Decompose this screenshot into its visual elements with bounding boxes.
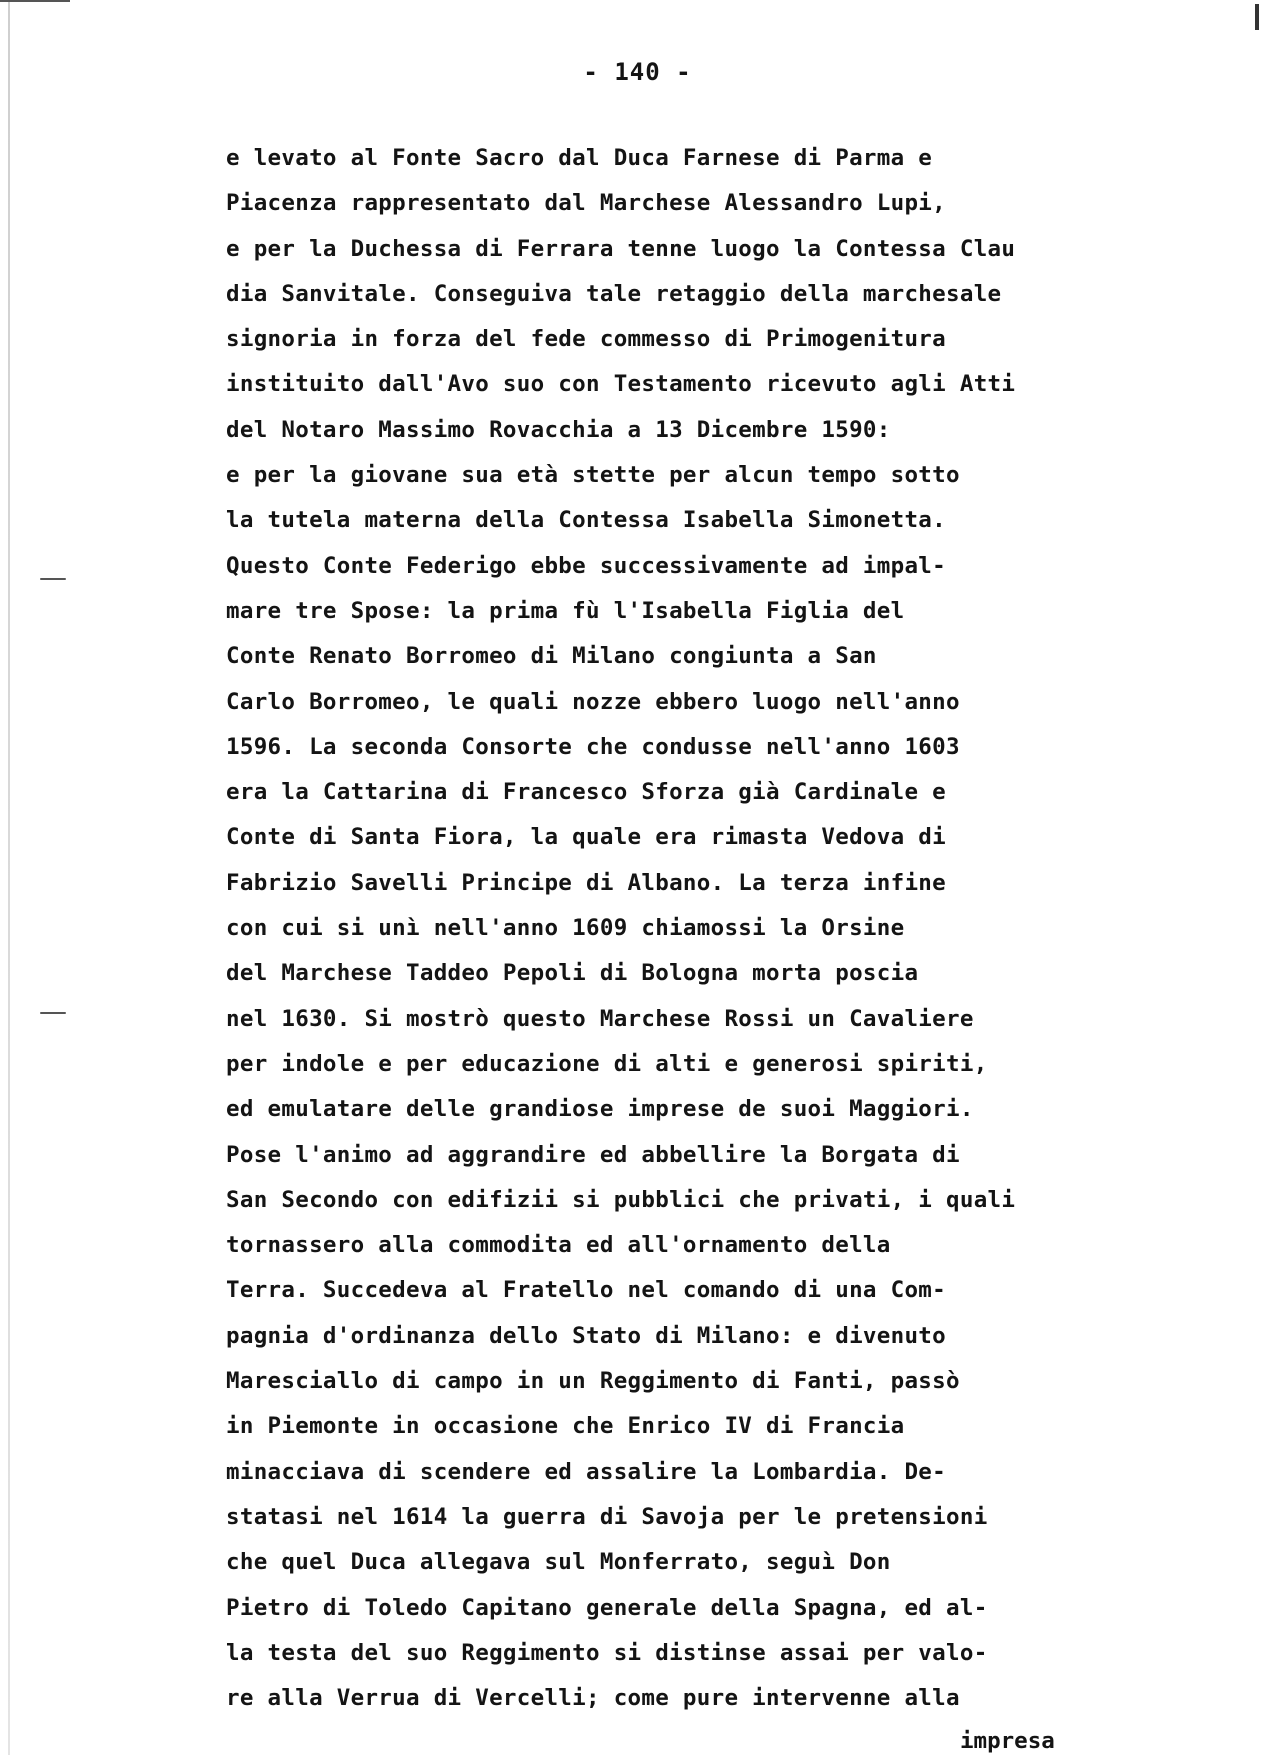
scan-edge-line <box>8 0 10 1755</box>
catchword: impresa <box>960 1728 1055 1754</box>
text-line: che quel Duca allegava sul Monferrato, seguì Don <box>226 1549 891 1576</box>
text-line: e levato al Fonte Sacro dal Duca Farnese di Parma e <box>226 145 933 171</box>
text-line: re alla Verrua di Vercelli; come pure intervenne alla <box>226 1685 960 1712</box>
text-line: per indole e per educazione di alti e generosi spiriti, <box>226 1050 988 1077</box>
text-line: Fabrizio Savelli Principe di Albano. La terza infine <box>226 869 946 896</box>
text-line: e per la giovane sua età stette per alcun tempo sotto <box>226 462 960 489</box>
text-line: in Piemonte in occasione che Enrico IV di Francia <box>226 1413 905 1440</box>
margin-tick <box>40 1012 66 1014</box>
page-number: - 140 - <box>583 58 692 86</box>
scan-top-mark <box>0 0 70 2</box>
text-line: Conte di Santa Fiora, la quale era rimasta Vedova di <box>226 824 946 851</box>
text-line: era la Cattarina di Francesco Sforza già Cardinale e <box>226 779 946 806</box>
text-line: Carlo Borromeo, le quali nozze ebbero luogo nell'anno <box>226 688 960 715</box>
text-line: Piacenza rappresentato dal Marchese Alessandro Lupi, <box>226 190 946 217</box>
text-line: Pietro di Toledo Capitano generale della Spagna, ed al- <box>226 1594 988 1621</box>
text-line: del Notaro Massimo Rovacchia a 13 Dicembre 1590: <box>226 416 891 443</box>
text-line: con cui si unì nell'anno 1609 chiamossi la Orsine <box>226 915 905 942</box>
text-body <box>226 136 1126 1721</box>
text-line: San Secondo con edifizii si pubblici che privati, i quali <box>226 1186 1016 1213</box>
text-line: dia Sanvitale. Conseguiva tale retaggio della marchesale <box>226 280 1002 307</box>
text-line: minacciava di scendere ed assalire la Lombardia. De- <box>226 1458 946 1485</box>
text-line: la testa del suo Reggimento si distinse assai per valo- <box>226 1639 988 1666</box>
text-line: tornassero alla commodita ed all'ornamento della <box>226 1232 891 1259</box>
text-line: del Marchese Taddeo Pepoli di Bologna morta poscia <box>226 960 919 987</box>
text-line: pagnia d'ordinanza dello Stato di Milano: e divenuto <box>226 1322 946 1349</box>
margin-tick <box>40 578 66 580</box>
text-line: mare tre Spose: la prima fù l'Isabella Figlia del <box>226 597 905 624</box>
text-line: Questo Conte Federigo ebbe successivamente ad impal- <box>226 552 946 579</box>
text-line: nel 1630. Si mostrò questo Marchese Rossi un Cavaliere <box>226 1005 974 1032</box>
text-line: instituito dall'Avo suo con Testamento ricevuto agli Atti <box>226 371 1016 398</box>
text-line: la tutela materna della Contessa Isabella Simonetta. <box>226 507 946 534</box>
text-line: Maresciallo di campo in un Reggimento di Fanti, passò <box>226 1368 960 1395</box>
text-line: ed emulatare delle grandiose imprese de suoi Maggiori. <box>226 1096 974 1123</box>
text-line: Pose l'animo ad aggrandire ed abbellire la Borgata di <box>226 1141 960 1168</box>
text-line: Terra. Succedeva al Fratello nel comando di una Com- <box>226 1277 946 1304</box>
text-line: statasi nel 1614 la guerra di Savoja per le pretensioni <box>226 1503 988 1530</box>
scan-corner-mark <box>1255 4 1259 30</box>
text-line: signoria in forza del fede commesso di Primogenitura <box>226 326 946 353</box>
text-line: e per la Duchessa di Ferrara tenne luogo la Contessa Clau <box>226 235 1016 262</box>
text-line: Conte Renato Borromeo di Milano congiunta a San <box>226 643 877 670</box>
text-line: 1596. La seconda Consorte che condusse nell'anno 1603 <box>226 733 960 760</box>
